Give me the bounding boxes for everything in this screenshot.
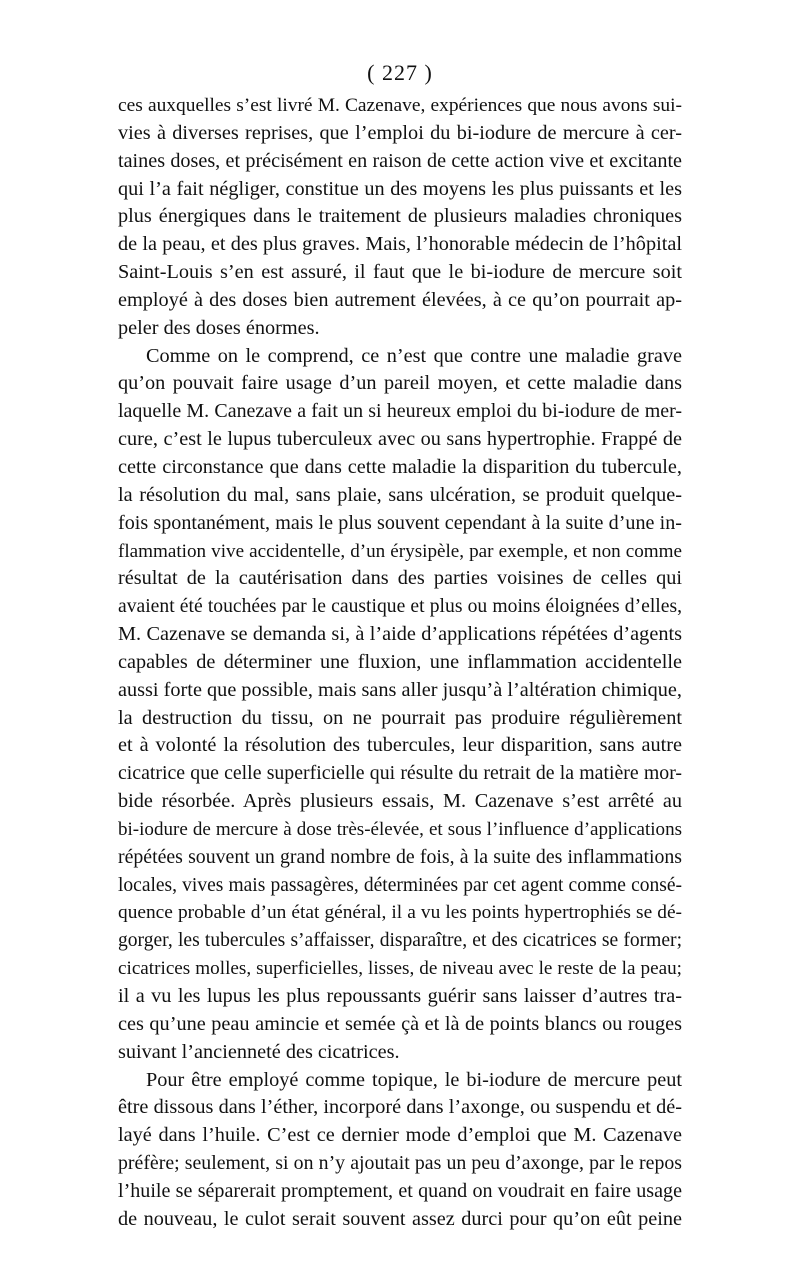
text-line: capables de déterminer une fluxion, une inflammation accidentelle bbox=[118, 650, 682, 673]
text-line: bide résorbée. Après plusieurs essais, M. Cazenave s’est arrêté au bbox=[118, 790, 682, 813]
text-line: vies à diverses reprises, que l’emploi du bi-iodure de mercure à cer- bbox=[118, 121, 682, 144]
text-line: ces auxquelles s’est livré M. Cazenave, expériences que nous avons sui- bbox=[118, 95, 682, 116]
body-text bbox=[118, 92, 682, 1234]
text-line: bi-iodure de mercure à dose très-élevée, et sous l’influence d’applications bbox=[118, 818, 682, 840]
text-line: préfère; seulement, si on n’y ajoutait pas un peu d’axonge, par le repos bbox=[118, 1152, 682, 1175]
text-line: cicatrice que celle superficielle qui résulte du retrait de la matière mor- bbox=[118, 762, 682, 785]
text-line: qui l’a fait négliger, constitue un des moyens les plus puissants et les bbox=[118, 177, 682, 200]
text-line: M. Cazenave se demanda si, à l’aide d’applications répétées d’agents bbox=[118, 623, 682, 646]
text-line: ces qu’une peau amincie et semée çà et là de points blancs ou rouges bbox=[118, 1012, 682, 1035]
text-line: de la peau, et des plus graves. Mais, l’honorable médecin de l’hôpital bbox=[118, 233, 682, 256]
text-line: cette circonstance que dans cette maladie la disparition du tubercule, bbox=[118, 455, 682, 478]
text-line: cicatrices molles, superficielles, lisses, de niveau avec le reste de la peau; bbox=[118, 958, 682, 980]
text-line: quence probable d’un état général, il a vu les points hypertrophiés se dé- bbox=[118, 902, 682, 924]
text-line: taines doses, et précisément en raison de cette action vive et excitante bbox=[118, 149, 682, 172]
text-line: cure, c’est le lupus tuberculeux avec ou sans hypertrophie. Frappé de bbox=[118, 428, 682, 451]
text-line: flammation vive accidentelle, d’un érysipèle, par exemple, et non comme bbox=[118, 540, 682, 562]
text-line: Saint-Louis s’en est assuré, il faut que le bi-iodure de mercure soit bbox=[118, 261, 682, 284]
text-line: qu’on pouvait faire usage d’un pareil moyen, et cette maladie dans bbox=[118, 372, 682, 395]
text-line: de nouveau, le culot serait souvent assez durci pour qu’on eût peine bbox=[118, 1207, 682, 1230]
page-number: ( 227 ) bbox=[367, 60, 433, 85]
text-line: Pour être employé comme topique, le bi-iodure de mercure peut bbox=[146, 1068, 682, 1091]
text-line: layé dans l’huile. C’est ce dernier mode d’emploi que M. Cazenave bbox=[118, 1124, 682, 1147]
text-line: répétées souvent un grand nombre de fois, à la suite des inflammations bbox=[118, 845, 682, 868]
text-line: suivant l’ancienneté des cicatrices. bbox=[118, 1040, 400, 1063]
text-line: résultat de la cautérisation dans des parties voisines de celles qui bbox=[118, 567, 682, 590]
text-line: l’huile se séparerait promptement, et quand on voudrait en faire usage bbox=[118, 1179, 682, 1202]
text-line: il a vu les lupus les plus repoussants guérir sans laisser d’autres tra- bbox=[118, 985, 682, 1007]
text-line: employé à des doses bien autrement élevées, à ce qu’on pourrait ap- bbox=[118, 288, 682, 311]
text-line: aussi forte que possible, mais sans aller jusqu’à l’altération chimique, bbox=[118, 678, 682, 701]
text-line: gorger, les tubercules s’affaisser, disparaître, et des cicatrices se former; bbox=[118, 930, 682, 952]
text-line: fois spontanément, mais le plus souvent cependant à la suite d’une in- bbox=[118, 511, 682, 534]
text-line: Comme on le comprend, ce n’est que contre une maladie grave bbox=[146, 344, 682, 367]
text-line: et à volonté la résolution des tubercules, leur disparition, sans autre bbox=[118, 734, 682, 757]
text-line: avaient été touchées par le caustique et plus ou moins éloignées d’elles, bbox=[118, 596, 682, 618]
text-line: locales, vives mais passagères, déterminées par cet agent comme consé- bbox=[118, 874, 682, 896]
text-line: être dissous dans l’éther, incorporé dans l’axonge, ou suspendu et dé- bbox=[118, 1096, 682, 1119]
text-line: laquelle M. Canezave a fait un si heureux emploi du bi-iodure de mer- bbox=[118, 400, 682, 423]
text-line: plus énergiques dans le traitement de plusieurs maladies chroniques bbox=[118, 205, 682, 228]
text-line: la résolution du mal, sans plaie, sans ulcération, se produit quelque- bbox=[118, 483, 682, 506]
text-line: la destruction du tissu, on ne pourrait pas produire régulièrement bbox=[118, 706, 682, 729]
text-line: peler des doses énormes. bbox=[118, 316, 320, 339]
